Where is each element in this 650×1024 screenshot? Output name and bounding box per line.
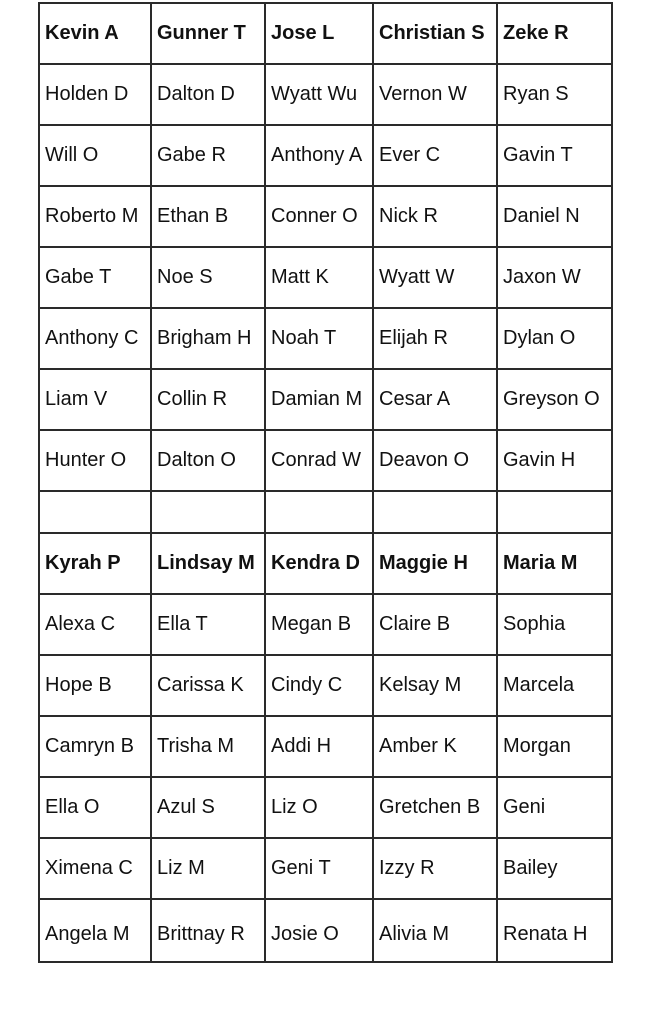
member-cell: Daniel N <box>497 186 612 247</box>
member-cell: Gabe T <box>39 247 151 308</box>
member-cell: Dalton O <box>151 430 265 491</box>
empty-cell <box>497 491 612 533</box>
member-cell: Elijah R <box>373 308 497 369</box>
member-cell: Ximena C <box>39 838 151 899</box>
member-cell: Kelsay M <box>373 655 497 716</box>
table-row <box>39 655 612 716</box>
member-cell: Addi H <box>265 716 373 777</box>
table-row <box>39 64 612 125</box>
group-1-leader-row <box>39 3 612 64</box>
member-cell: Geni <box>497 777 612 838</box>
member-cell: Gavin H <box>497 430 612 491</box>
leader-cell: Christian S <box>373 3 497 64</box>
member-cell: Brigham H <box>151 308 265 369</box>
table-row <box>39 430 612 491</box>
member-cell: Liz M <box>151 838 265 899</box>
member-cell: Collin R <box>151 369 265 430</box>
member-cell: Gabe R <box>151 125 265 186</box>
member-cell: Deavon O <box>373 430 497 491</box>
member-cell: Hunter O <box>39 430 151 491</box>
leader-cell: Jose L <box>265 3 373 64</box>
member-cell: Gretchen B <box>373 777 497 838</box>
member-cell: Liam V <box>39 369 151 430</box>
leader-cell: Kevin A <box>39 3 151 64</box>
table-row <box>39 594 612 655</box>
table-row <box>39 369 612 430</box>
leader-cell: Zeke R <box>497 3 612 64</box>
leader-cell: Kyrah P <box>39 533 151 594</box>
table-row <box>39 716 612 777</box>
member-cell: Gavin T <box>497 125 612 186</box>
member-cell: Camryn B <box>39 716 151 777</box>
member-cell: Carissa K <box>151 655 265 716</box>
member-cell: Nick R <box>373 186 497 247</box>
leader-cell: Gunner T <box>151 3 265 64</box>
empty-cell <box>373 491 497 533</box>
leader-cell: Kendra D <box>265 533 373 594</box>
leader-cell: Lindsay M <box>151 533 265 594</box>
member-cell: Greyson O <box>497 369 612 430</box>
member-cell: Dalton D <box>151 64 265 125</box>
group-2-leader-row <box>39 533 612 594</box>
member-cell: Ella T <box>151 594 265 655</box>
member-cell: Morgan <box>497 716 612 777</box>
member-cell: Noe S <box>151 247 265 308</box>
member-cell: Amber K <box>373 716 497 777</box>
leader-cell: Maria M <box>497 533 612 594</box>
member-cell: Conner O <box>265 186 373 247</box>
member-cell: Anthony C <box>39 308 151 369</box>
member-cell: Conrad W <box>265 430 373 491</box>
empty-cell <box>151 491 265 533</box>
member-cell: Roberto M <box>39 186 151 247</box>
member-cell: Holden D <box>39 64 151 125</box>
member-cell: Renata H <box>497 899 612 962</box>
member-cell: Cindy C <box>265 655 373 716</box>
member-cell: Alexa C <box>39 594 151 655</box>
member-cell: Ryan S <box>497 64 612 125</box>
member-cell: Will O <box>39 125 151 186</box>
member-cell: Claire B <box>373 594 497 655</box>
member-cell: Wyatt W <box>373 247 497 308</box>
member-cell: Anthony A <box>265 125 373 186</box>
member-cell: Damian M <box>265 369 373 430</box>
member-cell: Vernon W <box>373 64 497 125</box>
empty-cell <box>265 491 373 533</box>
member-cell: Jaxon W <box>497 247 612 308</box>
table-row <box>39 186 612 247</box>
roster-table <box>38 2 613 963</box>
member-cell: Izzy R <box>373 838 497 899</box>
member-cell: Dylan O <box>497 308 612 369</box>
member-cell: Liz O <box>265 777 373 838</box>
member-cell: Wyatt Wu <box>265 64 373 125</box>
member-cell: Noah T <box>265 308 373 369</box>
table-row <box>39 838 612 899</box>
member-cell: Ever C <box>373 125 497 186</box>
member-cell: Megan B <box>265 594 373 655</box>
member-cell: Alivia M <box>373 899 497 962</box>
member-cell: Sophia <box>497 594 612 655</box>
member-cell: Geni T <box>265 838 373 899</box>
member-cell: Brittnay R <box>151 899 265 962</box>
member-cell: Azul S <box>151 777 265 838</box>
spacer-row <box>39 491 612 533</box>
member-cell: Marcela <box>497 655 612 716</box>
member-cell: Cesar A <box>373 369 497 430</box>
member-cell: Matt K <box>265 247 373 308</box>
leader-cell: Maggie H <box>373 533 497 594</box>
table-row <box>39 777 612 838</box>
table-row <box>39 125 612 186</box>
member-cell: Bailey <box>497 838 612 899</box>
member-cell: Ella O <box>39 777 151 838</box>
member-cell: Angela M <box>39 899 151 962</box>
empty-cell <box>39 491 151 533</box>
table-row <box>39 247 612 308</box>
member-cell: Trisha M <box>151 716 265 777</box>
member-cell: Josie O <box>265 899 373 962</box>
table-row <box>39 899 612 962</box>
table-row <box>39 308 612 369</box>
member-cell: Ethan B <box>151 186 265 247</box>
member-cell: Hope B <box>39 655 151 716</box>
